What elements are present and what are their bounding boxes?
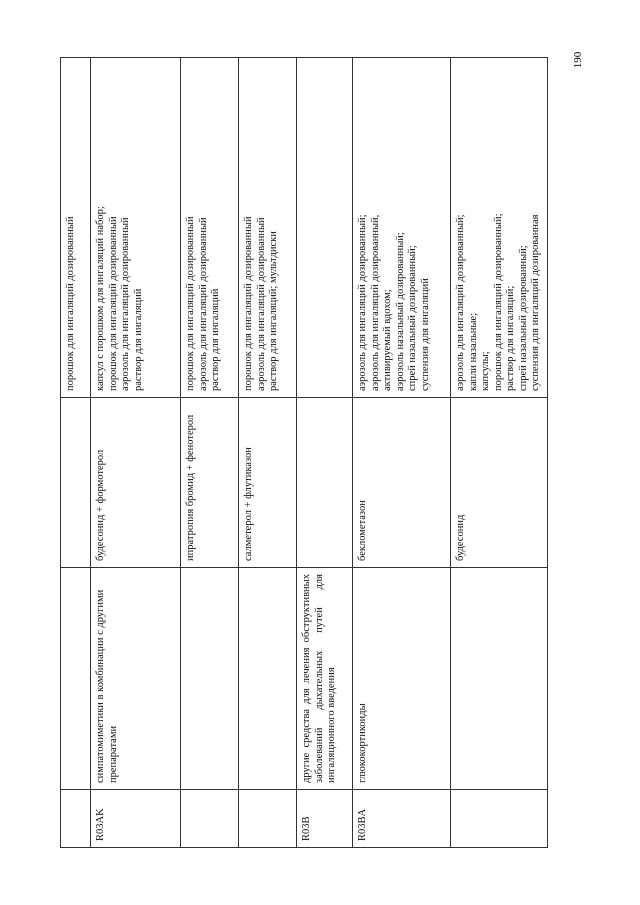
table-row [297,58,353,848]
form-line: спрей назальный дозированный; [517,245,529,391]
drug-table-rotated [60,58,541,848]
group-cell [239,568,297,790]
code-cell [451,790,548,848]
group-cell [451,568,548,790]
inn-cell: салметерол + флутиказон [239,398,297,568]
form-line: раствор для ингаляций; [505,285,516,391]
form-line: порошок для ингаляций дозированный [243,216,254,391]
forms-cell [451,58,548,398]
form-line: порошок для ингаляций дозированный [65,216,76,391]
group-cell: глюкокортикоиды [353,568,451,790]
code-cell [61,790,91,848]
table-row [61,58,91,848]
form-line: капсулы; [480,351,491,391]
code-cell [239,790,297,848]
table-row [91,58,181,848]
form-line: порошок для ингаляций дозированный [185,216,196,391]
forms-cell [353,58,451,398]
group-cell: другие средства для лечения обструктивных заболеваний дыхательных путей для ингаляционного введения [297,568,353,790]
table-row [239,58,297,848]
code-cell: R03BA [353,790,451,848]
inn-cell: будесонид + формотерол [91,398,181,568]
form-line: раствор для ингаляций [132,288,144,391]
form-line: суспензия для ингаляций [419,278,431,391]
table-row [353,58,451,848]
table-row [451,58,548,848]
form-line: аэрозоль для ингаляций дозированный; [357,214,368,391]
form-line: аэрозоль для ингаляций дозированный, [369,214,381,391]
code-cell: R03AK [91,790,181,848]
inn-cell: ипратропия бромид + фенотерол [181,398,239,568]
form-line: аэрозоль назальный дозированный; [394,232,406,391]
form-line: аэрозоль для ингаляций дозированный [255,217,267,391]
drug-table [60,57,548,848]
forms-cell [239,58,297,398]
form-line: порошок для ингаляций дозированный [107,216,119,391]
forms-cell [297,58,353,398]
form-line: аэрозоль для ингаляций дозированный [197,217,209,391]
forms-cell [91,58,181,398]
table-row [181,58,239,848]
form-line: раствор для ингаляций [210,288,221,391]
form-line: порошок для ингаляций дозированный; [492,213,504,391]
inn-cell: будесонид [451,398,548,568]
form-line: активируемый вдохом; [382,289,393,391]
inn-cell [297,398,353,568]
form-line: суспензия для ингаляций дозированная [530,214,541,391]
form-line: капсул с порошком для ингаляций набор; [95,206,106,391]
form-line: аэрозоль для ингаляций дозированный; [455,214,466,391]
group-cell: симпатомиметики в комбинации с другими препаратами [91,568,181,790]
form-line: капли назальные; [467,312,479,391]
forms-cell [61,58,91,398]
form-line: спрей назальный дозированный; [407,245,418,391]
inn-cell [61,398,91,568]
code-cell: R03B [297,790,353,848]
page-number: 190 [572,51,584,69]
form-line: раствор для ингаляций; мультдиски [268,231,279,391]
form-line: аэрозоль для ингаляций дозированный [120,217,131,391]
inn-cell: беклометазон [353,398,451,568]
code-cell [181,790,239,848]
group-cell [181,568,239,790]
forms-cell [181,58,239,398]
group-cell [61,568,91,790]
